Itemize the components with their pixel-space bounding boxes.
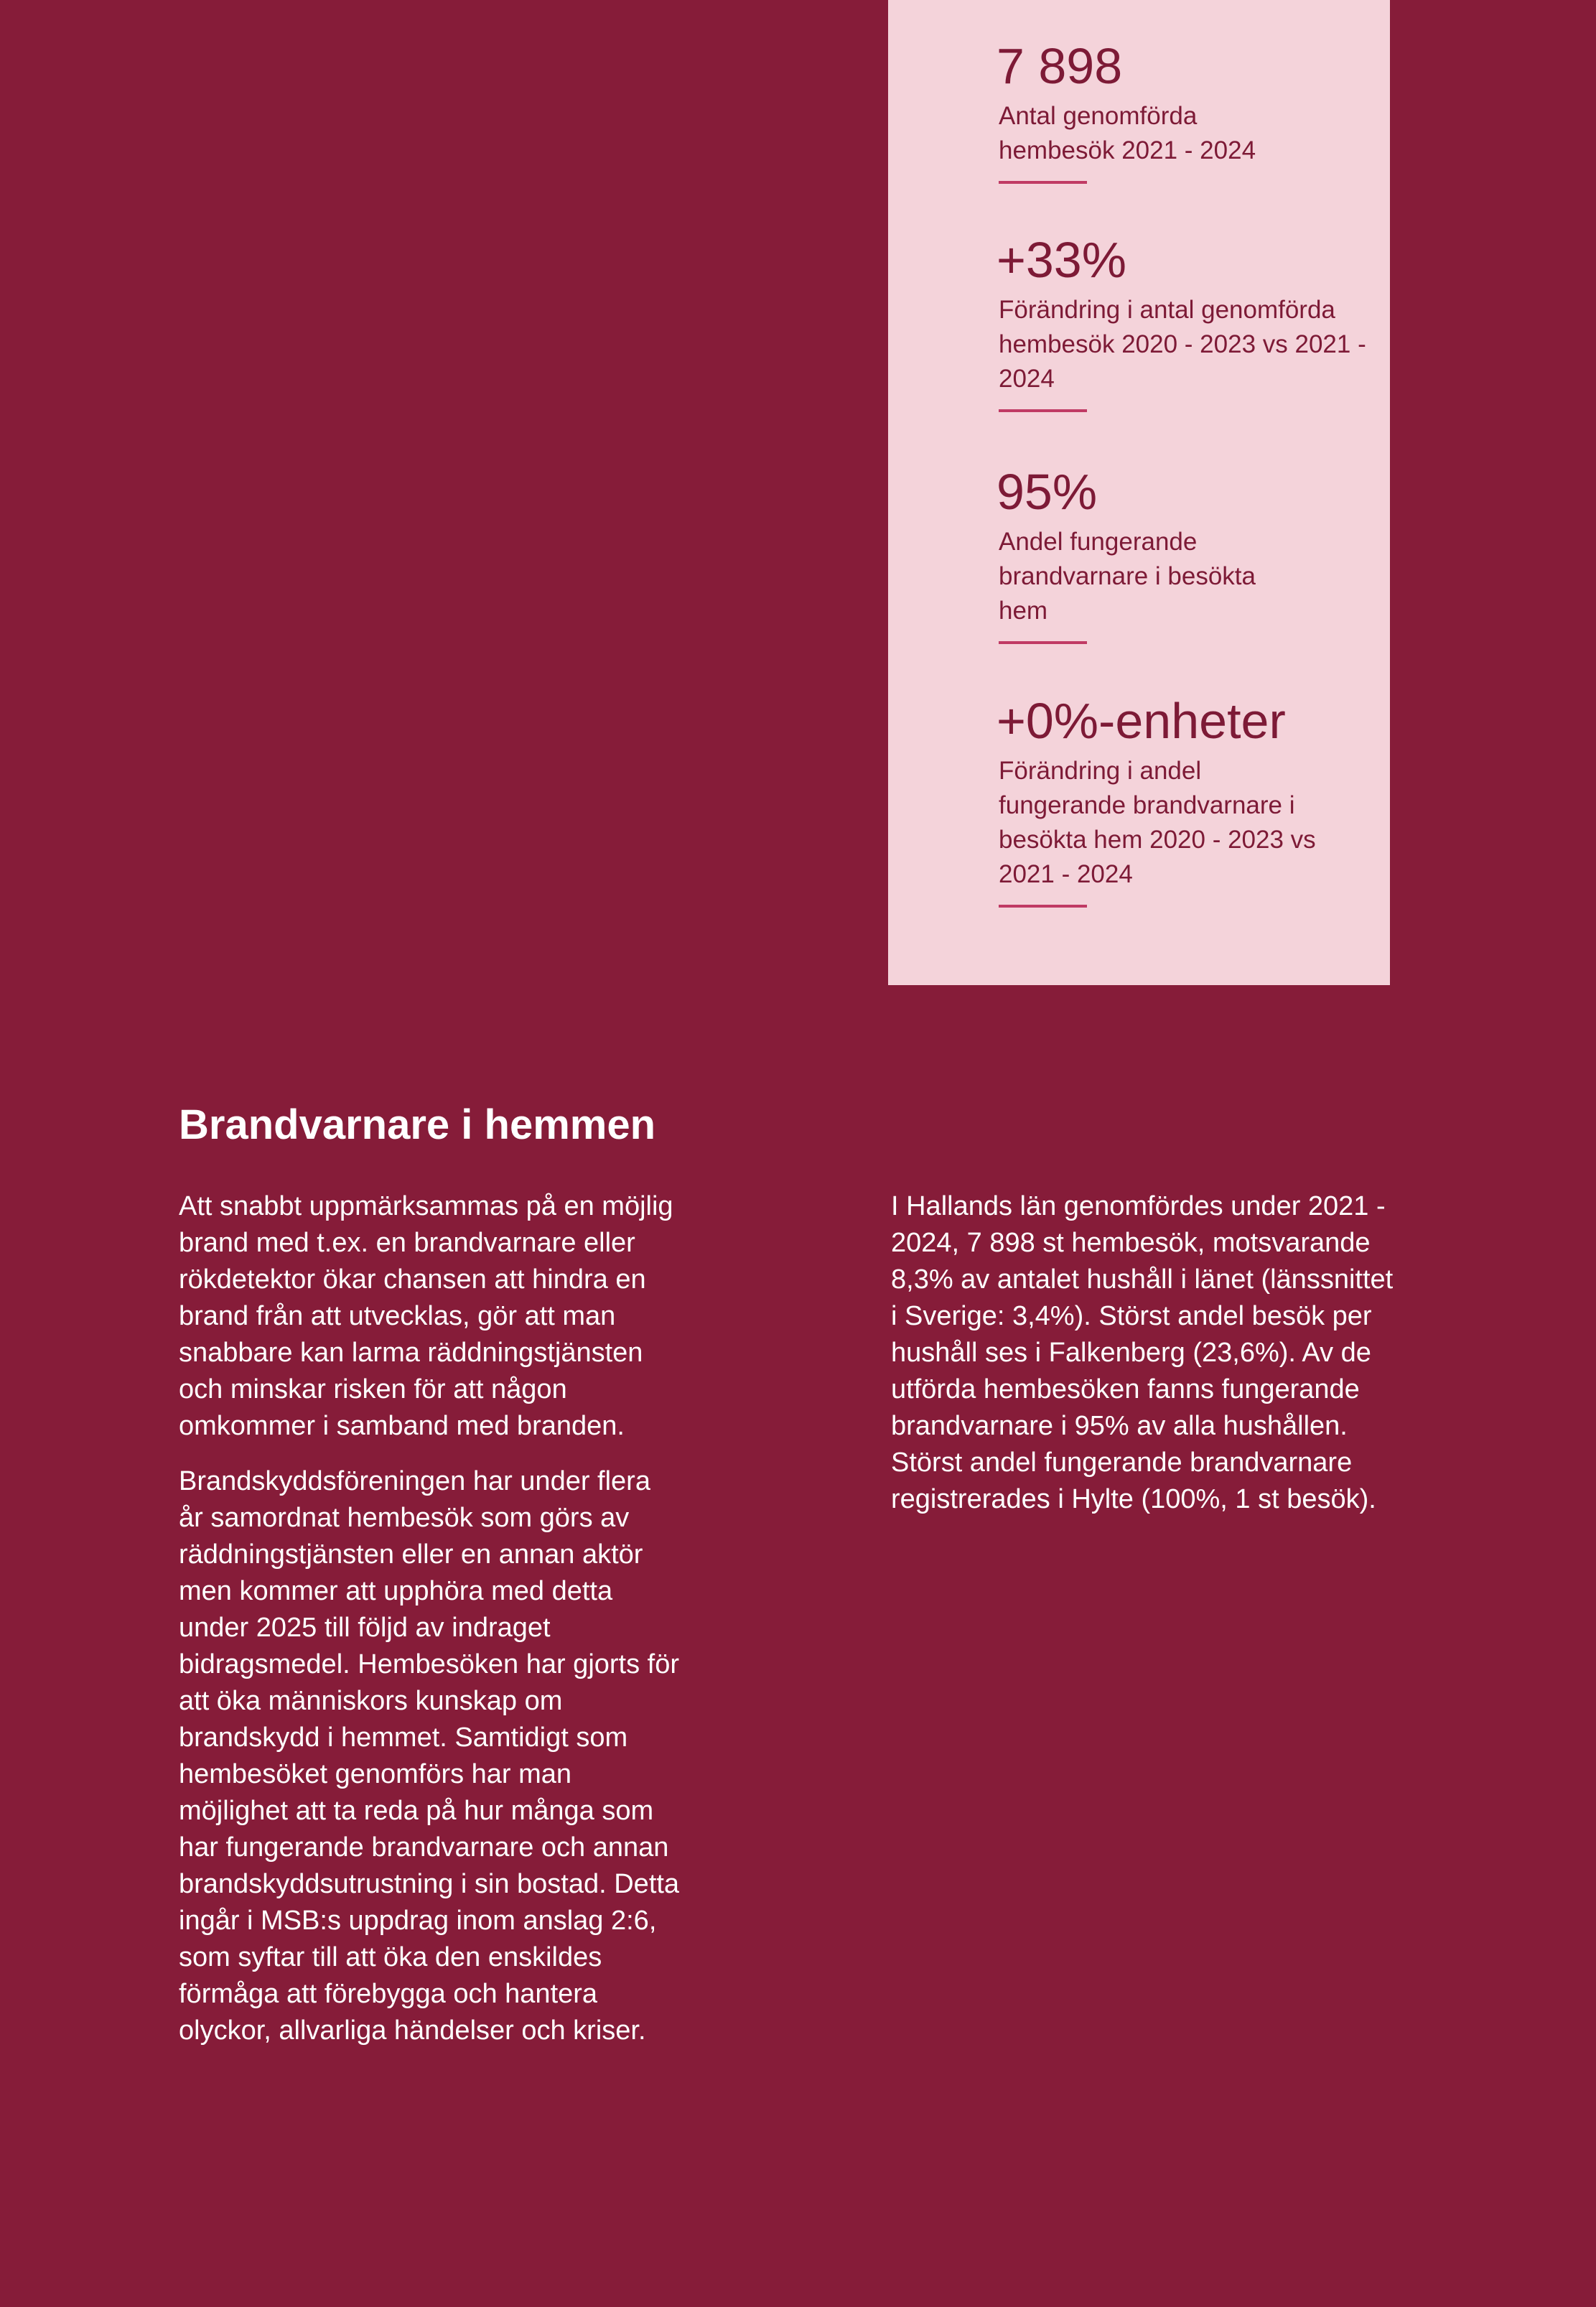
stat-home-visits — [997, 37, 1305, 184]
stat-value: +33% — [997, 232, 1126, 288]
key-figures-panel — [888, 0, 1390, 985]
section-heading: Brandvarnare i hemmen — [179, 1101, 656, 1148]
body-paragraph: I Hallands län genomfördes under 2021 - 2024, 7 898 st hembesök, motsvarande 8,3% av antalet hushåll i länet (länssnittet i Sverige: 3,4%). Störst andel besök per hushåll ses i Falkenberg (23,6%). Av de utförda hembesöken fanns fungerande brandvarnare i 95% av alla hushållen. Störst andel fungerande brandvarnare registrerades i Hylte (100%, 1 st besök). — [891, 1191, 1394, 1514]
body-paragraph: Att snabbt uppmärksammas på en möjlig brand med t.ex. en brandvarnare eller rökdetektor ökar chansen att hindra en brand från att utvecklas, gör att man snabbare kan larma räddningstjänsten och minskar risken för att någon omkommer i samband med branden. — [179, 1191, 673, 1441]
stat-value: 7 898 — [997, 38, 1123, 94]
body-paragraph: Brandskyddsföreningen har under flera år samordnat hembesök som görs av räddningstjänsten eller en annan aktör men kommer att upphöra med detta under 2025 till följd av indraget bidragsmedel. Hembesöken har gjorts för att öka människors kunskap om brandskydd i hemmet. Samtidigt som hembesöket genomförs har man möjlighet att ta reda på hur många som har fungerande brandvarnare och annan brandskyddsutrustning i sin bostad. Detta ingår i MSB:s uppdrag inom anslag 2:6, som syftar till att öka den enskildes förmåga att förebygga och hantera olyckor, allvarliga händelser och kriser. — [179, 1466, 680, 2046]
stat-divider — [999, 905, 1087, 908]
stat-divider — [999, 409, 1087, 412]
stat-visit-change — [997, 231, 1370, 412]
stat-divider — [999, 181, 1087, 184]
stat-value: +0%-enheter — [997, 693, 1286, 749]
stat-label: Antal genomförda hembesök 2021 - 2024 — [999, 102, 1256, 164]
stat-label: Förändring i andel fungerande brandvarnare i besökta hem 2020 - 2023 vs 2021 - 2024 — [999, 757, 1316, 888]
stat-label: Förändring i antal genomförda hembesök 2020 - 2023 vs 2021 - 2024 — [999, 296, 1366, 393]
stat-value: 95% — [997, 464, 1098, 520]
stat-alarm-change — [997, 692, 1320, 908]
body-column-left — [179, 1188, 681, 2049]
stat-label: Andel fungerande brandvarnare i besökta hem — [999, 528, 1256, 625]
body-column-right — [891, 1188, 1397, 1518]
stat-divider — [999, 641, 1087, 644]
stat-working-alarms — [997, 463, 1305, 644]
